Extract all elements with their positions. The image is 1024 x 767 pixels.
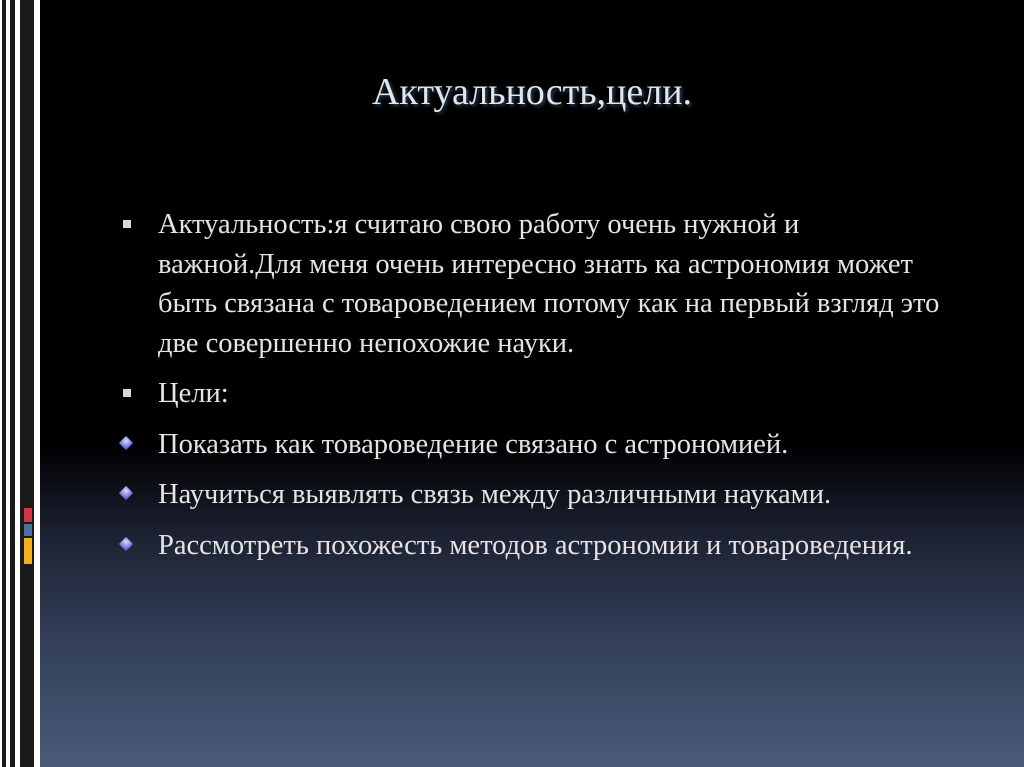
square-bullet-icon bbox=[123, 220, 131, 228]
slide-title: Актуальность,цели. bbox=[371, 71, 693, 113]
list-item bbox=[118, 205, 948, 363]
rail-stripe bbox=[10, 0, 15, 767]
rail-stripe bbox=[2, 0, 6, 767]
diamond-bullet-icon bbox=[119, 435, 133, 449]
diamond-bullet-icon bbox=[119, 486, 133, 500]
list-item-text: Показать как товароведение связано с астрономией. bbox=[158, 428, 789, 460]
list-item bbox=[118, 374, 948, 414]
list-item-text: Рассмотреть похожесть методов астрономии и товароведения. bbox=[158, 529, 913, 561]
left-decorative-rail bbox=[0, 0, 40, 767]
slide-content bbox=[118, 205, 948, 576]
rail-stripe bbox=[20, 0, 34, 767]
rail-accent-yellow bbox=[24, 538, 32, 564]
diamond-bullet-icon bbox=[119, 536, 133, 550]
list-item bbox=[118, 475, 948, 515]
list-item-text: Актуальность:я считаю свою работу очень нужной и важной.Для меня очень интересно знать ка астрономия может быть связана с товароведением потому как на первый взгляд это две совершенно непохожие науки. bbox=[158, 209, 940, 359]
list-item bbox=[118, 425, 948, 465]
rail-accent-red bbox=[24, 508, 32, 522]
list-item-text: Научиться выявлять связь между различными науками. bbox=[158, 479, 832, 510]
list-item-text: Цели: bbox=[158, 378, 229, 409]
list-item bbox=[118, 526, 948, 566]
rail-accent-blue bbox=[24, 524, 32, 536]
square-bullet-icon bbox=[123, 389, 131, 397]
